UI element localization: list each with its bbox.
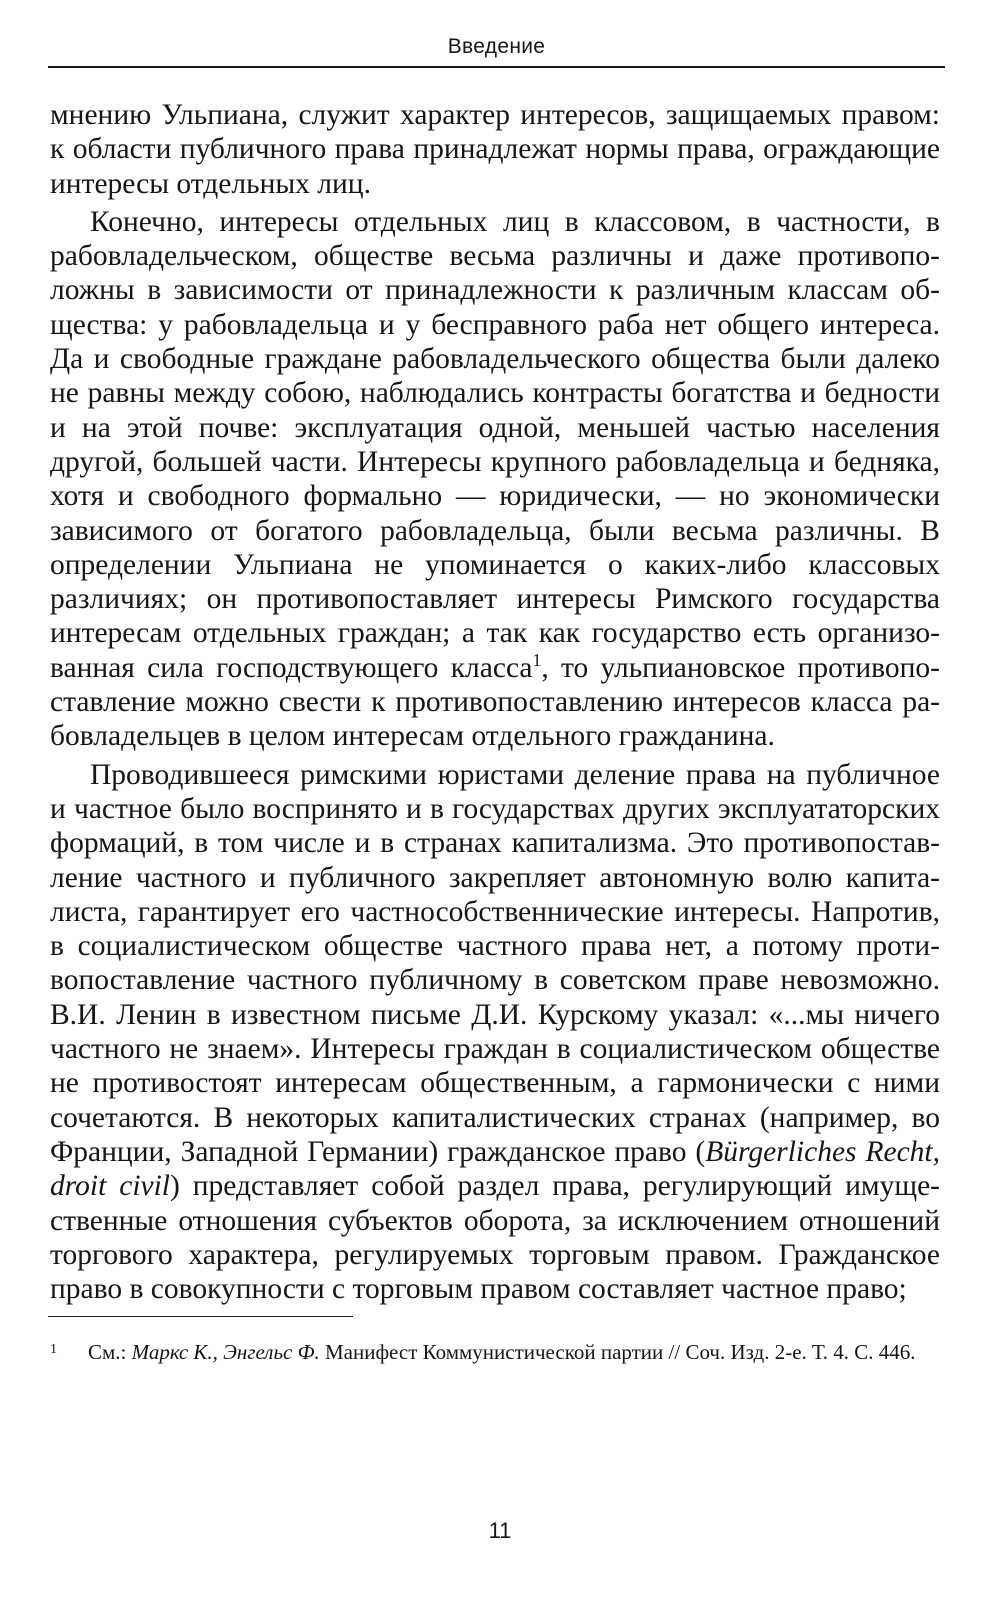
paragraph bbox=[50, 205, 940, 754]
paragraph-text: , то ульпиановское противопоставление можно свести к противопоставлению интересов класса рабовладельцев в целом интересам отдельного гражданина. bbox=[50, 651, 940, 753]
footnotes bbox=[50, 1338, 940, 1366]
paragraph-text: мнению Ульпиана, служит характер интересов, защищаемых правом: к области публичного права принадлежат нормы права, ограждающие интересы отдельных лиц. bbox=[50, 99, 940, 200]
foreign-term: Bürgerliches Recht, droit civil bbox=[50, 1135, 940, 1203]
footnote-lead: См.: bbox=[88, 1340, 132, 1364]
paragraph-text: Конечно, интересы отдельных лиц в классовом, в частности, в рабовладельческом, обществе весьма различны и даже противоположны в зависимости от принадлежности к различным классам общества: у рабовладельца и у бесправного раба нет общего интереса. Да и свободные граждане рабовладельческого общества были далеко не равны между собою, наблюдались контрасты богатства и бедности и на этой почве: эксплуатация одной, меньшей частью населения другой, большей части. Интересы крупного рабовладельца и бедняка, хотя и свободного формально — юридически, — но экономически зависимого от богатого рабовладельца, были весьма различны. В определении Ульпиана не упоминается о каких-либо классовых различиях; он противопоставляет интересы Римского государства интересам отдельных граждан; а так как государство есть организованная сила господствующего класса bbox=[50, 205, 940, 684]
footnote-mark: 1 bbox=[50, 1342, 57, 1357]
page-number: 11 bbox=[488, 1518, 512, 1543]
running-head bbox=[48, 36, 945, 68]
paragraph-text: Проводившееся римскими юристами деление права на публичное и частное было воспринято и в государствах других эксплуататорских формаций, в том числе и в странах капитализма. Это противопоставление частного и публичного закрепляет автономную волю капиталиста, гарантирует его частнособственнические интересы. Напротив, в социалистическом обществе частного права нет, а потому противопоставление частного публичному в советском праве невозможно. В.И. Ленин в известном письме Д.И. Курскому указал: «...мы ничего частного не знаем». Интересы граждан в социалистическом обществе не противостоят интересам общественным, а гармонически с ними сочетаются. В некоторых капиталистических странах (например, во Франции, Западной Германии) гражданское право ( bbox=[50, 758, 940, 1168]
paragraph-continuation bbox=[50, 98, 940, 201]
footnote-text: Манифест Коммунистической партии // Соч. Изд. 2-е. Т. 4. С. 446. bbox=[319, 1340, 916, 1364]
footnote bbox=[50, 1338, 940, 1366]
paragraph bbox=[50, 758, 940, 1307]
paragraph-text: ) представляет собой раздел права, регулирующий имущественные отношения субъектов оборота, за исключением отношений торгового характера, регулируемых торговым правом. Гражданское право в совокупности с торговым правом составляет частное право; bbox=[50, 1170, 940, 1306]
main-text bbox=[50, 98, 940, 1306]
footnote-divider bbox=[48, 1316, 353, 1317]
footnote-authors: Маркс К., Энгельс Ф. bbox=[131, 1340, 320, 1364]
footnote-reference: 1 bbox=[532, 649, 542, 670]
running-title: Введение bbox=[447, 35, 546, 58]
